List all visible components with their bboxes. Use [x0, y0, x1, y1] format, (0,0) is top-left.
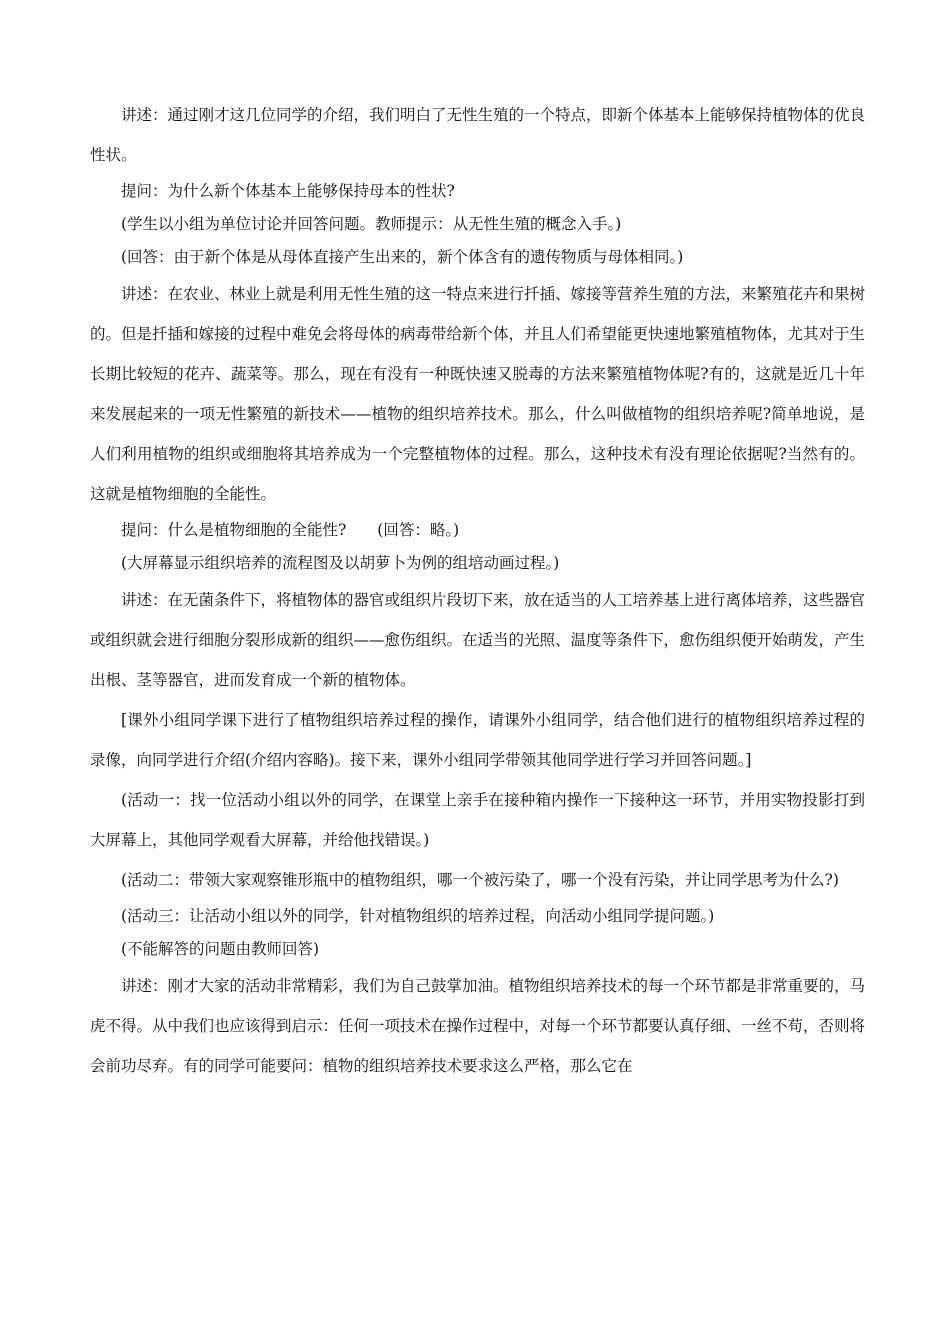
paragraph-question-2: 提问：什么是植物细胞的全能性? (回答：略。)	[121, 521, 460, 539]
paragraph-screen-display: (大屏幕显示组织培养的流程图及以胡萝卜为例的组培动画过程。)	[121, 554, 560, 572]
paragraph-student-discussion: (学生以小组为单位讨论并回答问题。教师提示：从无性生殖的概念入手。)	[121, 215, 622, 233]
paragraph-narration-3: 讲述：在无菌条件下，将植物体的器官或组织片段切下来，放在适当的人工培养基上进行离体培养，这些器官或组织就会进行细胞分裂形成新的组织——愈伤组织。在适当的光照、温度等条件下，愈伤组织便开始萌发，产生出根、茎等器官，进而发育成一个新的植物体。	[90, 591, 866, 689]
paragraph-narration-1: 讲述：通过刚才这几位同学的介绍，我们明白了无性生殖的一个特点，即新个体基本上能够保持植物体的优良性状。	[90, 106, 866, 164]
paragraph-question-1: 提问：为什么新个体基本上能够保持母本的性状?	[121, 182, 455, 200]
paragraph-extracurricular-group: [课外小组同学课下进行了植物组织培养过程的操作，请课外小组同学，结合他们进行的植物组织培养过程的录像，向同学进行介绍(介绍内容略)。接下来，课外小组同学带领其他同学进行学习并回答问题。]	[90, 711, 865, 769]
paragraph-narration-4: 讲述：刚才大家的活动非常精彩，我们为自己鼓掌加油。植物组织培养技术的每一个环节都是非常重要的，马虎不得。从中我们也应该得到启示：任何一项技术在操作过程中，对每一个环节都要认真仔细、一丝不苟，否则将会前功尽弃。有的同学可能要问：植物的组织培养技术要求这么严格，那么它在	[90, 977, 866, 1075]
document-body	[90, 95, 865, 1086]
paragraph-activity-2: (活动二：带领大家观察锥形瓶中的植物组织，哪一个被污染了，哪一个没有污染，并让同学思考为什么?)	[121, 871, 839, 889]
paragraph-activity-1: (活动一：找一位活动小组以外的同学，在课堂上亲手在接种箱内操作一下接种这一环节，并用实物投影打到大屏幕上，其他同学观看大屏幕，并给他找错误。)	[90, 791, 865, 849]
paragraph-teacher-answer: (不能解答的问题由教师回答)	[121, 940, 320, 958]
paragraph-answer-1: (回答：由于新个体是从母体直接产生出来的，新个体含有的遗传物质与母体相同。)	[121, 248, 684, 266]
paragraph-narration-2: 讲述：在农业、林业上就是利用无性生殖的这一特点来进行扦插、嫁接等营养生殖的方法，来繁殖花卉和果树的。但是扦插和嫁接的过程中难免会将母体的病毒带给新个体，并且人们希望能更快速地繁殖植物体，尤其对于生长期比较短的花卉、蔬菜等。那么，现在有没有一种既快速又脱毒的方法来繁殖植物体呢?有的，这就是近几十年来发展起来的一项无性繁殖的新技术——植物的组织培养技术。那么，什么叫做植物的组织培养呢?简单地说，是人们利用植物的组织或细胞将其培养成为一个完整植物体的过程。那么，这种技术有没有理论依据呢?当然有的。这就是植物细胞的全能性。	[90, 285, 866, 503]
paragraph-activity-3: (活动三：让活动小组以外的同学，针对植物组织的培养过程，向活动小组同学提问题。)	[121, 907, 715, 925]
